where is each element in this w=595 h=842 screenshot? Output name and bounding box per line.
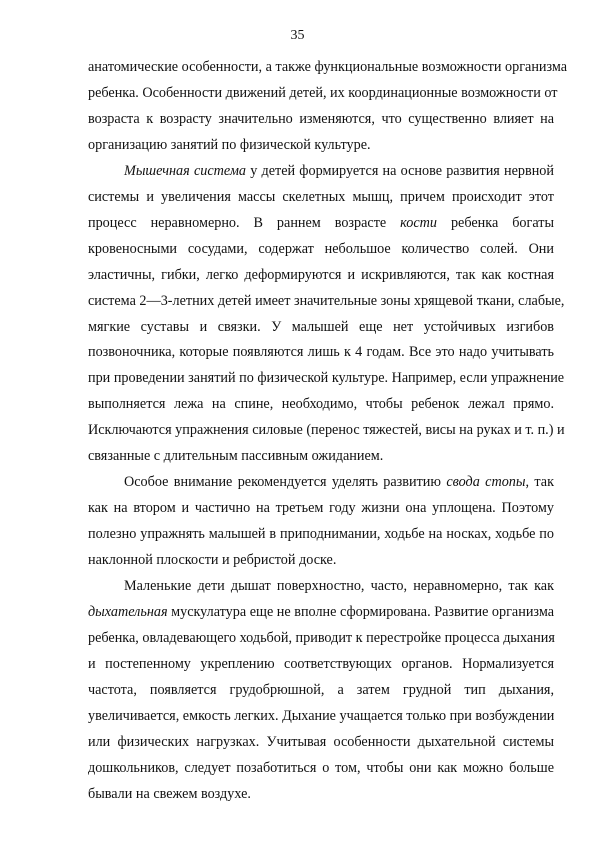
- text-run: процесс неравномерно. В раннем возрасте: [88, 214, 401, 231]
- text-line: [88, 548, 554, 574]
- text-line: [88, 133, 554, 159]
- text-run: , так: [525, 474, 554, 491]
- text-run: эластичны, гибки, легко деформируются и искривляются, так как костная: [88, 266, 554, 283]
- text-line: [88, 782, 554, 808]
- italic-term: Мышечная система: [124, 162, 246, 179]
- text-run: у детей формируется на основе развития нервной: [245, 162, 554, 179]
- text-line: [88, 392, 554, 418]
- text-line: [88, 289, 565, 315]
- text-run: при проведении занятий по физической культуре. Например, если упражнение: [88, 370, 565, 387]
- text-run: наклонной плоскости и ребристой доске.: [88, 552, 337, 569]
- text-run: или физических нагрузках. Учитывая особенности дыхательной системы: [88, 733, 554, 750]
- text-line: [88, 418, 565, 444]
- text-run: выполняется лежа на спине, необходимо, чтобы ребенок лежал прямо.: [88, 396, 554, 413]
- text-run: система 2—3-летних детей имеет значительные зоны хрящевой ткани, слабые,: [88, 292, 565, 309]
- text-run: мягкие суставы и связки. У малышей еще нет устойчивых изгибов: [88, 318, 554, 335]
- text-line: [88, 444, 554, 470]
- text-line: [88, 756, 554, 782]
- paragraph: [88, 55, 568, 159]
- paragraph: [88, 159, 565, 470]
- text-run: увеличивается, емкость легких. Дыхание учащается только при возбуждении: [88, 707, 555, 724]
- text-run: ребенка. Особенности движений детей, их координационные возможности от: [88, 84, 558, 101]
- text-line: [88, 237, 554, 263]
- text-run: частота, появляется грудобрюшной, а затем грудной тип дыхания,: [88, 681, 554, 698]
- text-line: [88, 107, 554, 133]
- text-run: организацию занятий по физической культуре.: [88, 136, 371, 153]
- text-run: кровеносными сосудами, содержат небольшое количество солей. Они: [88, 240, 554, 257]
- text-run: мускулатура еще не вполне сформирована. Развитие организма: [167, 604, 554, 621]
- text-run: дошкольников, следует позаботиться о том, чтобы они как можно больше: [88, 759, 554, 776]
- text-line: [88, 185, 554, 211]
- text-run: и постепенному укреплению соответствующих органов. Нормализуется: [88, 655, 554, 672]
- paragraph: [88, 470, 554, 574]
- paragraph: [88, 574, 554, 808]
- text-line: [88, 730, 554, 756]
- text-line: [88, 366, 565, 392]
- text-run: связанные с длительным пассивным ожиданием.: [88, 448, 384, 465]
- text-line: [88, 470, 554, 496]
- text-run: возраста к возрасту значительно изменяются, что существенно влияет на: [88, 110, 554, 127]
- text-line: [88, 652, 554, 678]
- text-line: [88, 522, 554, 548]
- page-number: 35: [290, 28, 305, 43]
- text-run: Маленькие дети дышат поверхностно, часто, неравномерно, так как: [124, 578, 554, 595]
- text-run: Исключаются упражнения силовые (перенос тяжестей, висы на руках и т. п.) и: [88, 422, 565, 439]
- text-line: [88, 55, 568, 81]
- italic-term: дыхательная: [88, 604, 168, 621]
- text-run: системы и увеличения массы скелетных мышц, причем происходит этот: [88, 188, 554, 205]
- text-run: полезно упражнять малышей в приподнимании, ходьбе на носках, ходьбе по: [88, 526, 554, 543]
- text-line: [88, 315, 554, 341]
- text-line: [88, 574, 554, 600]
- text-line: [88, 626, 554, 652]
- text-run: бывали на свежем воздухе.: [88, 785, 251, 802]
- text-line: [88, 340, 554, 366]
- text-line: [88, 81, 558, 107]
- text-run: Особое внимание рекомендуется уделять развитию: [124, 474, 447, 491]
- text-run: позвоночника, которые появляются лишь к 4 годам. Все это надо учитывать: [88, 344, 554, 361]
- text-run: ребенка богаты: [437, 214, 554, 231]
- text-run: ребенка, овладевающего ходьбой, приводит к перестройке процесса дыхания: [88, 629, 555, 646]
- text-line: [88, 159, 554, 185]
- text-line: [88, 211, 554, 237]
- text-run: анатомические особенности, а также функциональные возможности организма: [88, 59, 568, 75]
- text-run: как на втором и частично на третьем году жизни она уплощена. Поэтому: [88, 500, 554, 517]
- body-text: [88, 55, 568, 808]
- italic-term: свода стопы: [446, 474, 526, 491]
- text-line: [88, 600, 554, 626]
- italic-term: кости: [400, 214, 437, 231]
- text-line: [88, 704, 554, 730]
- text-line: [88, 263, 554, 289]
- text-line: [88, 678, 554, 704]
- text-line: [88, 496, 554, 522]
